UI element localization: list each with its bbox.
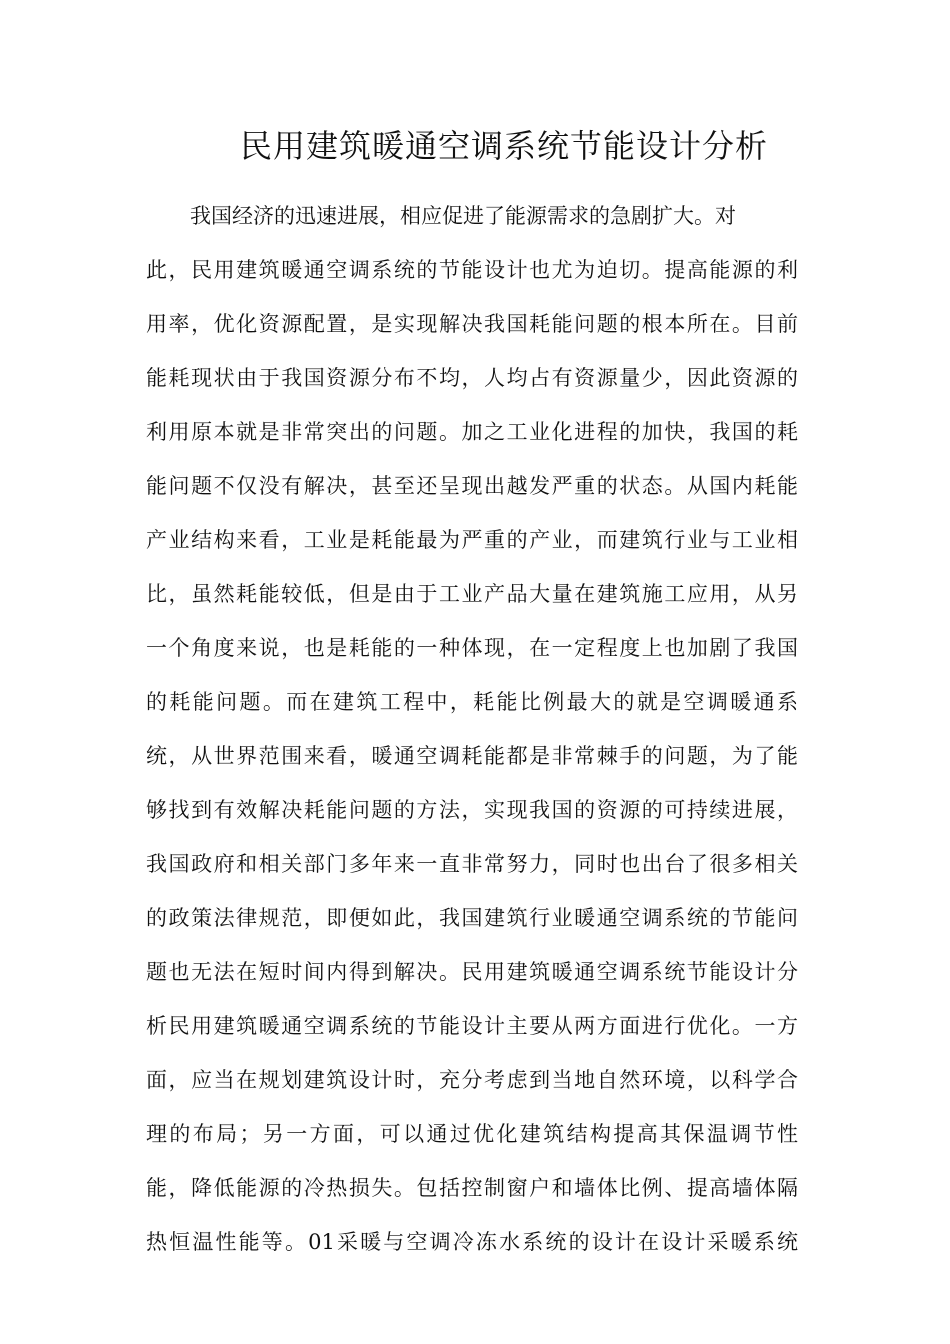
title-container (0, 120, 950, 172)
paragraph-line: 能，降低能源的冷热损失。包括控制窗户和墙体比例、提高墙体隔 (146, 1176, 798, 1200)
paragraph-line: 能耗现状由于我国资源分布不均，人均占有资源量少，因此资源的 (146, 366, 798, 390)
paragraph-line: 此，民用建筑暖通空调系统的节能设计也尤为迫切。提高能源的利 (146, 258, 798, 282)
paragraph-line: 一个角度来说，也是耗能的一种体现，在一定程度上也加剧了我国 (146, 636, 798, 660)
paragraph-line: 用率，优化资源配置，是实现解决我国耗能问题的根本所在。目前 (146, 312, 798, 336)
paragraph-line: 析民用建筑暖通空调系统的节能设计主要从两方面进行优化。一方 (146, 1014, 798, 1038)
paragraph-line: 比，虽然耗能较低，但是由于工业产品大量在建筑施工应用，从另 (146, 582, 798, 606)
document-body (146, 189, 798, 1269)
paragraph-line: 面，应当在规划建筑设计时，充分考虑到当地自然环境，以科学合 (146, 1068, 798, 1092)
document-title: 民用建筑暖通空调系统节能设计分析 (240, 127, 769, 165)
paragraph-line: 理的布局；另一方面，可以通过优化建筑结构提高其保温调节性 (146, 1122, 798, 1146)
paragraph-line: 能问题不仅没有解决，甚至还呈现出越发严重的状态。从国内耗能 (146, 474, 798, 498)
paragraph-line: 热恒温性能等。01采暖与空调冷冻水系统的设计在设计采暖系统 (146, 1230, 798, 1254)
paragraph-line: 我国经济的迅速进展，相应促进了能源需求的急剧扩大。对 (190, 204, 736, 228)
paragraph-line: 够找到有效解决耗能问题的方法，实现我国的资源的可持续进展， (146, 798, 798, 822)
paragraph-line: 产业结构来看，工业是耗能最为严重的产业，而建筑行业与工业相 (146, 528, 798, 552)
paragraph-line: 我国政府和相关部门多年来一直非常努力，同时也出台了很多相关 (146, 852, 798, 876)
paragraph-line: 统，从世界范围来看，暖通空调耗能都是非常棘手的问题，为了能 (146, 744, 798, 768)
paragraph-line: 的政策法律规范，即便如此，我国建筑行业暖通空调系统的节能问 (146, 906, 798, 930)
paragraph-line: 题也无法在短时间内得到解决。民用建筑暖通空调系统节能设计分 (146, 960, 798, 984)
paragraph-line: 利用原本就是非常突出的问题。加之工业化进程的加快，我国的耗 (146, 420, 798, 444)
paragraph-line: 的耗能问题。而在建筑工程中，耗能比例最大的就是空调暖通系 (146, 690, 798, 714)
